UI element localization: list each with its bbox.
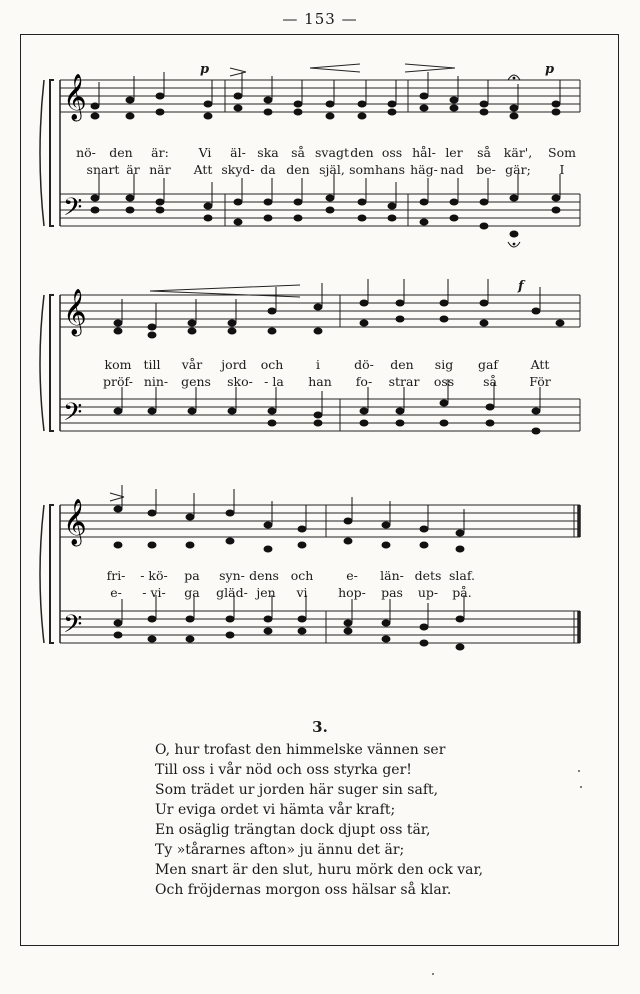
syllable: gaf [477, 357, 499, 372]
poem-line: En osäglig trängtan dock djupt oss tär, [155, 822, 431, 838]
syllable: så [483, 374, 497, 389]
poem-line: Som trädet ur jorden här suger sin saft, [155, 782, 439, 798]
svg-text:𝄢: 𝄢 [63, 610, 83, 645]
syllable: - vi- [142, 585, 166, 600]
syllable: och [290, 568, 314, 583]
syllable: nö- [76, 145, 96, 160]
syllable: till [143, 357, 161, 372]
syllable: pa [184, 568, 200, 583]
syllable: vår [181, 357, 203, 372]
syllable: vi [296, 585, 308, 600]
syllable: da [260, 162, 276, 177]
poem-line: Ur eviga ordet vi hämta vår kraft; [155, 802, 396, 818]
syllable: strar [388, 374, 420, 389]
syllable: är: [151, 145, 169, 160]
syllable: ska [257, 145, 279, 160]
dynamic-mark: f [518, 279, 524, 294]
lyrics-verse-2 [0, 585, 640, 601]
syllable: ga [184, 585, 200, 600]
syllable: svagt [315, 145, 349, 160]
dynamic-mark: p [545, 62, 555, 77]
syllable: I [559, 162, 565, 177]
syllable: och [260, 357, 284, 372]
poem-line: O, hur trofast den himmelske vännen ser [155, 742, 446, 758]
dynamic-mark: p [200, 62, 210, 77]
syllable: själ, [319, 162, 345, 177]
syllable: up- [417, 585, 439, 600]
syllable: när [149, 162, 171, 177]
syllable: oss [433, 374, 455, 389]
syllable: på. [452, 585, 472, 600]
syllable: syn- [219, 568, 245, 583]
syllable: den [109, 145, 133, 160]
syllable: häg- [410, 162, 438, 177]
syllable: han [308, 374, 332, 389]
syllable: e- [110, 585, 122, 600]
syllable: slaf. [448, 568, 476, 583]
svg-text:𝄢: 𝄢 [63, 398, 83, 433]
syllable: dets [414, 568, 442, 583]
print-speck [580, 786, 582, 788]
syllable: Att [530, 357, 550, 372]
syllable: så [291, 145, 305, 160]
svg-text:𝄢: 𝄢 [63, 193, 83, 228]
syllable: jord [221, 357, 247, 372]
syllable: hål- [412, 145, 436, 160]
syllable: Vi [198, 145, 212, 160]
syllable: pas [381, 585, 403, 600]
syllable: fo- [355, 374, 373, 389]
syllable: - la [264, 374, 284, 389]
syllable: äl- [230, 145, 246, 160]
syllable: så [477, 145, 491, 160]
svg-text:𝄞: 𝄞 [63, 74, 87, 120]
syllable: e- [346, 568, 358, 583]
lyrics-verse-1 [0, 357, 640, 373]
syllable: kom [104, 357, 132, 372]
syllable: den [390, 357, 414, 372]
syllable: nin- [143, 374, 169, 389]
syllable: gär; [505, 162, 531, 177]
poem-line: Ty »tårarnes afton» ju ännu det är; [155, 842, 405, 858]
syllable: den [350, 145, 374, 160]
stanza-text [155, 740, 575, 900]
syllable: gens [181, 374, 211, 389]
page-number: — 153 — [282, 10, 358, 28]
syllable: i [316, 357, 320, 372]
poem-line: Till oss i vår nöd och oss styrka ger! [155, 762, 412, 778]
syllable: sko- [227, 374, 253, 389]
syllable: dö- [354, 357, 374, 372]
syllable: den [286, 162, 310, 177]
syllable: Att [193, 162, 213, 177]
syllable: sig [434, 357, 454, 372]
syllable: kär', [503, 145, 533, 160]
lyrics-verse-2 [0, 162, 640, 178]
syllable: snart [86, 162, 120, 177]
syllable: gläd- [216, 585, 248, 600]
syllable: För [529, 374, 551, 389]
syllable: som [349, 162, 375, 177]
lyrics-verse-1 [0, 145, 640, 161]
lyrics-verse-1 [0, 568, 640, 584]
syllable: Som [548, 145, 576, 160]
syllable: ler [445, 145, 463, 160]
poem-line: Men snart är den slut, huru mörk den ock var, [155, 862, 484, 878]
poem-line: Och fröjdernas morgon oss hälsar så klar. [155, 882, 452, 898]
syllable: hop- [338, 585, 366, 600]
syllable: hans [375, 162, 405, 177]
syllable: oss [381, 145, 403, 160]
svg-text:𝄞: 𝄞 [63, 289, 87, 335]
syllable: pröf- [103, 374, 133, 389]
syllable: nad [440, 162, 464, 177]
syllable: dens [249, 568, 279, 583]
syllable: be- [476, 162, 496, 177]
syllable: skyd- [221, 162, 255, 177]
svg-text:𝄞: 𝄞 [63, 499, 87, 545]
lyrics-verse-2 [0, 374, 640, 390]
syllable: jen [256, 585, 276, 600]
stanza-number: 3. [312, 718, 328, 736]
print-speck [578, 770, 580, 772]
syllable: är [126, 162, 140, 177]
syllable: län- [380, 568, 404, 583]
print-speck [432, 973, 434, 975]
syllable: - kö- [140, 568, 168, 583]
syllable: fri- [106, 568, 126, 583]
